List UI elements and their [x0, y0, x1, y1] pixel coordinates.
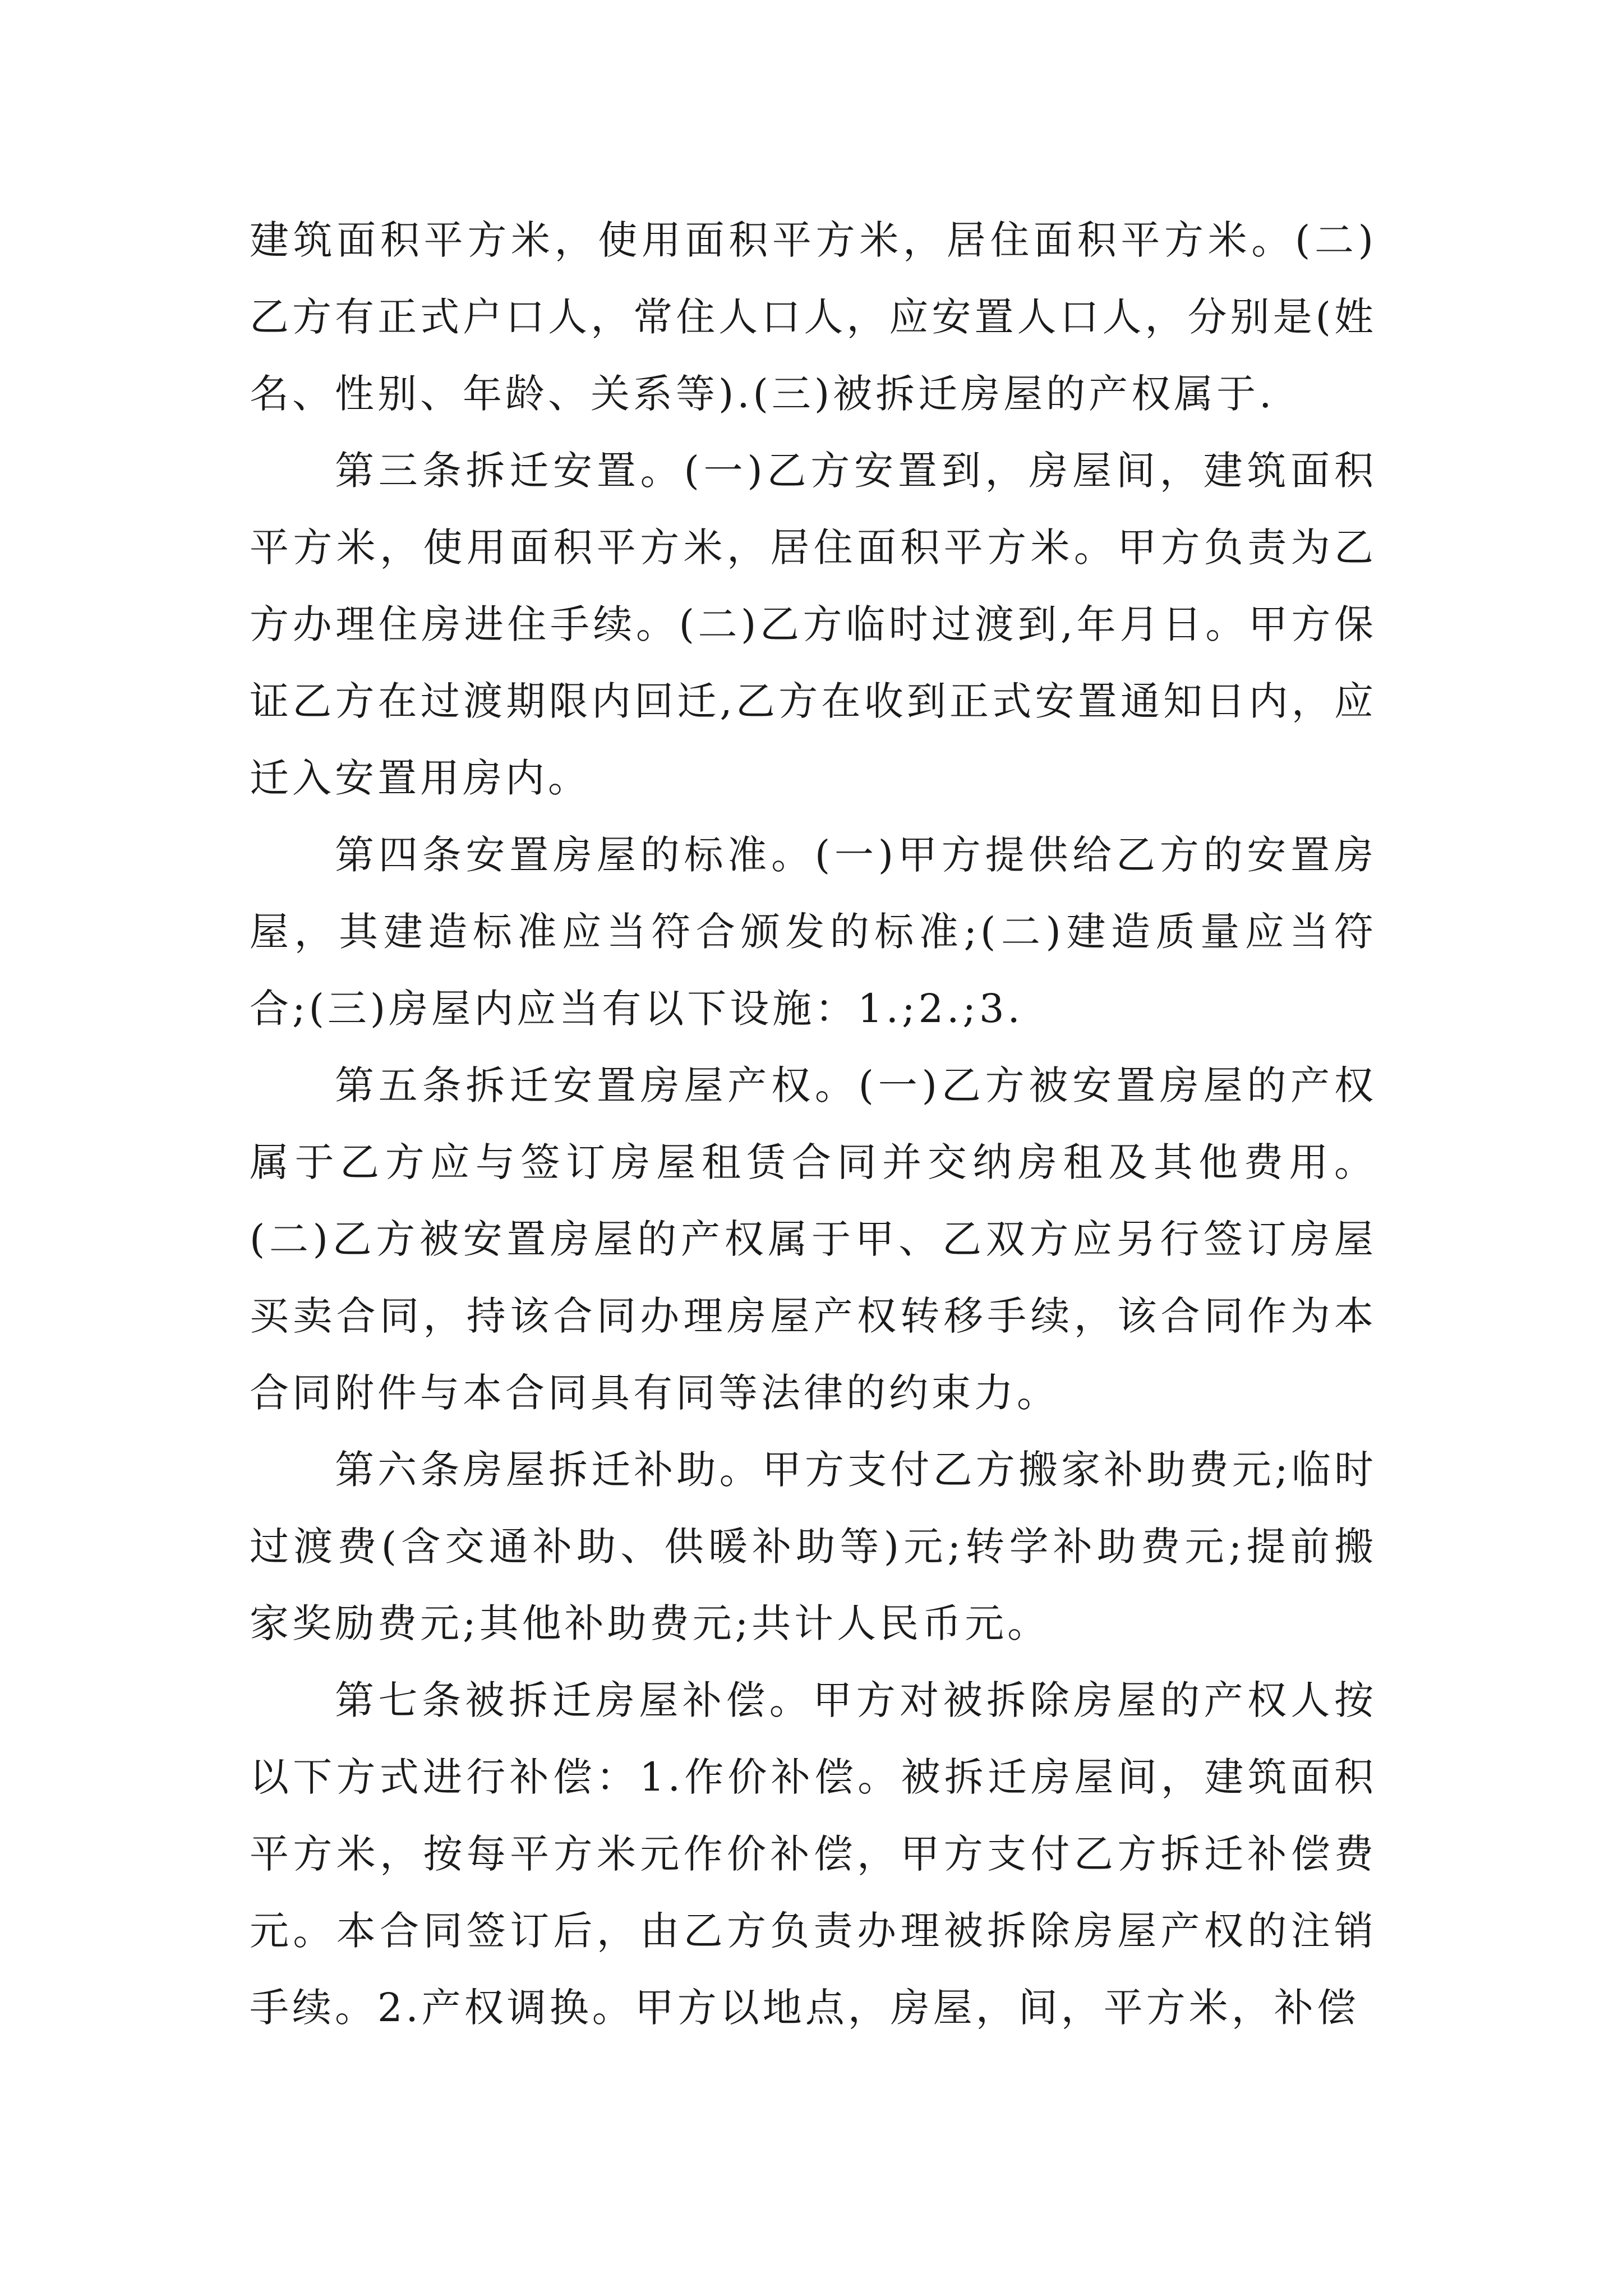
paragraph-article-4-housing-standard: 第四条安置房屋的标准。(一)甲方提供给乙方的安置房屋，其建造标准应当符合颁发的标准;(二)建造质量应当符合;(三)房屋内应当有以下设施：1.;2.;3.	[250, 832, 1377, 1032]
paragraph-article-7-compensation: 第七条被拆迁房屋补偿。甲方对被拆除房屋的产权人按以下方式进行补偿：1.作价补偿。被拆迁房屋间，建筑面积平方米，按每平方米元作价补偿，甲方支付乙方拆迁补偿费元。本合同签订后，由乙方负责办理被拆除房屋产权的注销手续。2.产权调换。甲方以地点，房屋，间，平方米，补偿	[250, 1677, 1377, 2031]
paragraph-article-5-property-rights: 第五条拆迁安置房屋产权。(一)乙方被安置房屋的产权属于乙方应与签订房屋租赁合同并交纳房租及其他费用。(二)乙方被安置房屋的产权属于甲、乙双方应另行签订房屋买卖合同，持该合同办理房屋产权转移手续，该合同作为本合同附件与本合同具有同等法律的约束力。	[250, 1062, 1377, 1416]
document-body	[250, 202, 1377, 2046]
paragraph-article-3-relocation: 第三条拆迁安置。(一)乙方安置到，房屋间，建筑面积平方米，使用面积平方米，居住面积平方米。甲方负责为乙方办理住房进住手续。(二)乙方临时过渡到,年月日。甲方保证乙方在过渡期限内回迁,乙方在收到正式安置通知日内，应迁入安置用房内。	[250, 448, 1377, 801]
paragraph-continuation: 建筑面积平方米，使用面积平方米，居住面积平方米。(二)乙方有正式户口人，常住人口人，应安置人口人，分别是(姓名、性别、年龄、关系等).(三)被拆迁房屋的产权属于.	[250, 217, 1377, 417]
paragraph-article-6-subsidy: 第六条房屋拆迁补助。甲方支付乙方搬家补助费元;临时过渡费(含交通补助、供暖补助等)元;转学补助费元;提前搬家奖励费元;其他补助费元;共计人民币元。	[250, 1447, 1377, 1646]
